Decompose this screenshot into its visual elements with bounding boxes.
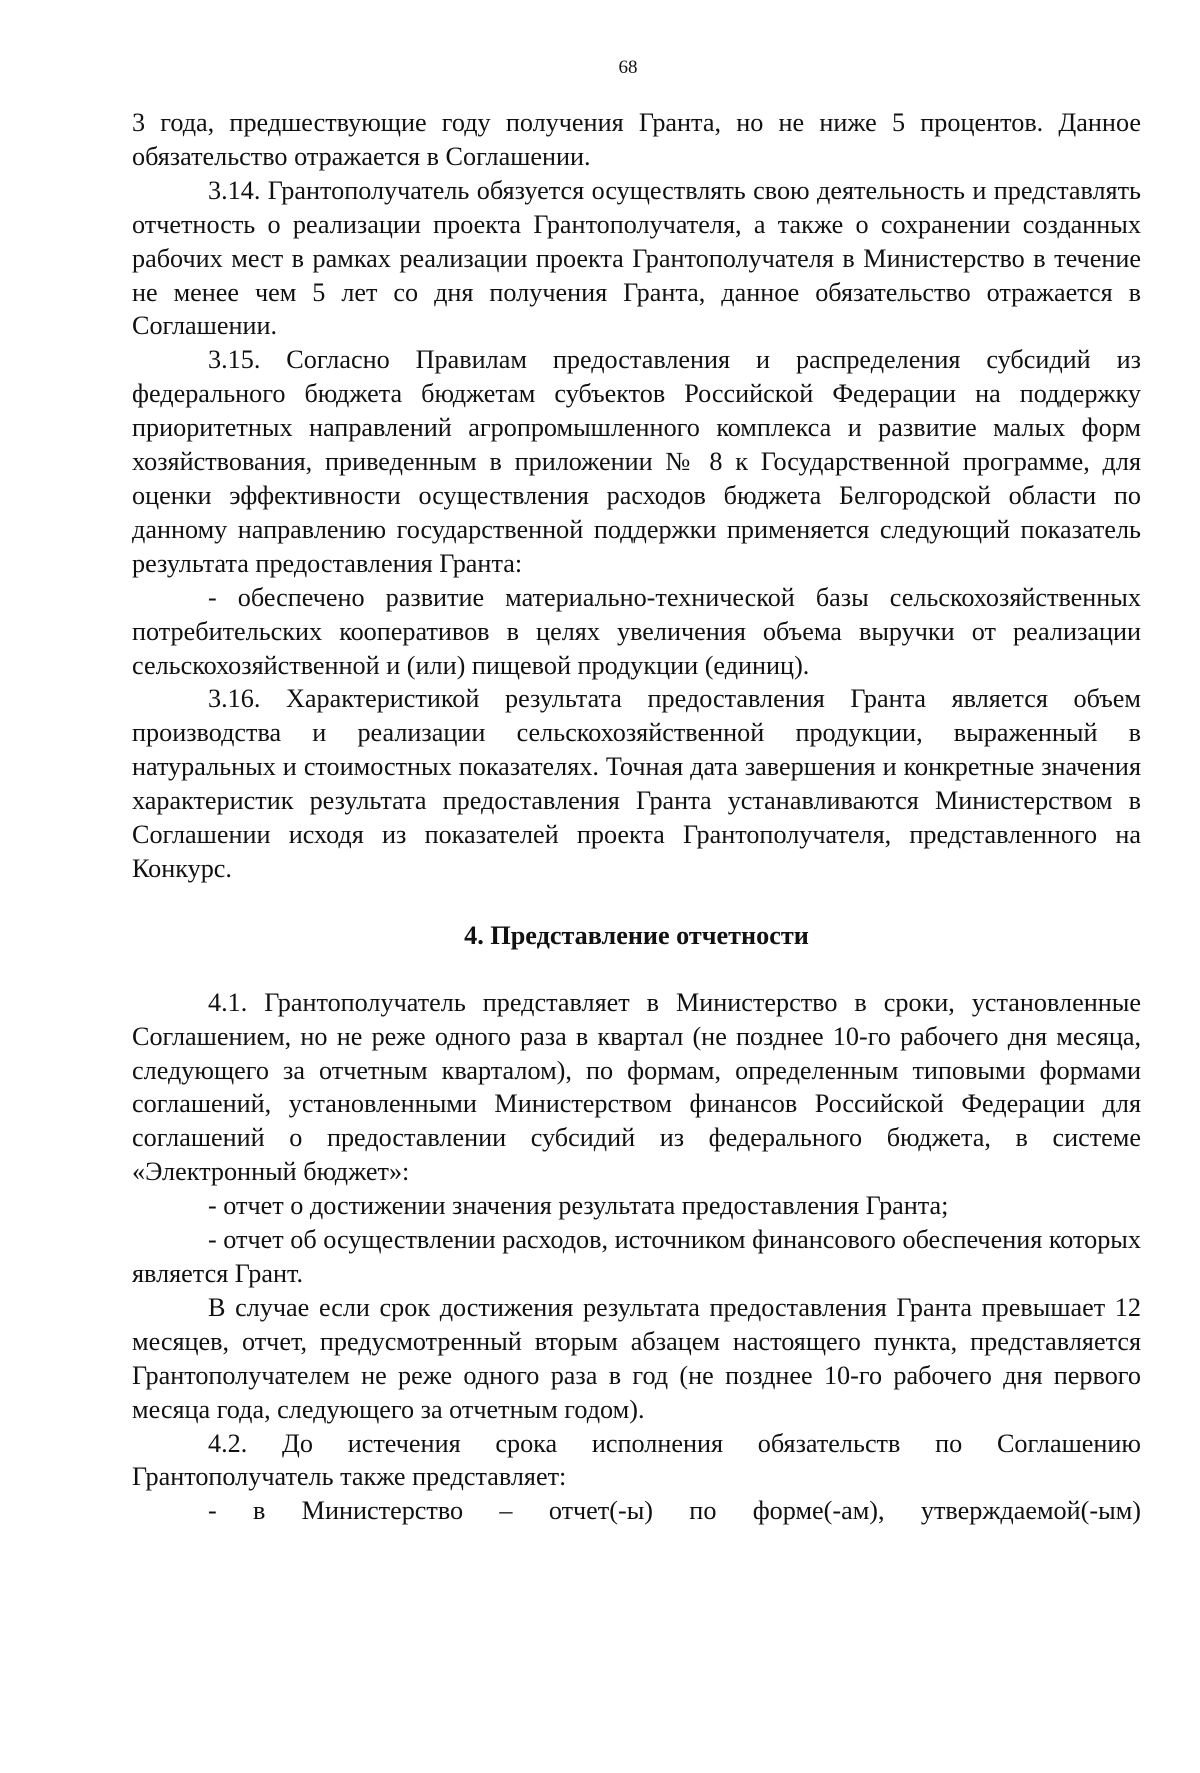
paragraph-4-1: 4.1. Грантополучатель представляет в Министерство в сроки, установленные Соглашением, но не реже одного раза в квартал (не позднее 10-го рабочего дня месяца, следующего за отчетным кварталом), по формам, определенным типовыми формами соглашений, установленными Министерством финансов Российской Федерации для соглашений о предоставлении субсидий из федерального бюджета, в системе «Электронный бюджет»: <box>132 987 1141 1187</box>
paragraph-indicator-item: - обеспечено развитие материально-технической базы сельскохозяйственных потребительских кооперативов в целях увеличения объема выручки от реализации сельскохозяйственной и (или) пищевой продукции (единиц). <box>132 582 1141 680</box>
paragraph-4-2: 4.2. До истечения срока исполнения обязательств по Соглашению Грантополучатель также представляет: <box>132 1428 1141 1492</box>
section-heading: 4. Представление отчетности <box>464 920 809 950</box>
paragraph-3-16: 3.16. Характеристикой результата предоставления Гранта является объем производства и реализации сельскохозяйственной продукции, выраженный в натуральных и стоимостных показателях. Точная дата завершения и конкретные значения характеристик результата предоставления Гранта устанавливаются Министерством в Соглашении исходя из показателей проекта Грантополучателя, представленного на Конкурс. <box>132 684 1141 883</box>
paragraph-3-15: 3.15. Согласно Правилам предоставления и распределения субсидий из федерального бюджета бюджетам субъектов Российской Федерации на поддержку приоритетных направлений агропромышленного комплекса и развитие малых форм хозяйствования, приведенным в приложении № 8 к Государственной программе, для оценки эффективности осуществления расходов бюджета Белгородской области по данному направлению государственной поддержки применяется следующий показатель результата предоставления Гранта: <box>132 345 1141 578</box>
page-number: 68 <box>618 57 638 78</box>
paragraph-report-item-1: - отчет о достижении значения результата предоставления Гранта; <box>208 1191 949 1221</box>
paragraph-ministry-report-item: - в Министерство – отчет(-ы) по форме(-ам), утверждаемой(-ым) <box>208 1496 1141 1526</box>
paragraph-report-item-2: - отчет об осуществлении расходов, источником финансового обеспечения которых является Грант. <box>132 1225 1141 1288</box>
paragraph-continuation: 3 года, предшествующие году получения Гранта, но не ниже 5 процентов. Данное обязательство отражается в Соглашении. <box>132 108 1141 171</box>
paragraph-annual-report: В случае если срок достижения результата предоставления Гранта превышает 12 месяцев, отчет, предусмотренный вторым абзацем настоящего пункта, представляется Грантополучателем не реже одного раза в год (не позднее 10-го рабочего дня первого месяца года, следующего за отчетным годом). <box>132 1292 1141 1424</box>
paragraph-3-14: 3.14. Грантополучатель обязуется осуществлять свою деятельность и представлять отчетность о реализации проекта Грантополучателя, а также о сохранении созданных рабочих мест в рамках реализации проекта Грантополучателя в Министерство в течение не менее чем 5 лет со дня получения Гранта, данное обязательство отражается в Соглашении. <box>132 175 1141 341</box>
document-body <box>132 106 1141 1528</box>
spacer <box>132 953 1141 986</box>
spacer <box>132 886 1141 919</box>
